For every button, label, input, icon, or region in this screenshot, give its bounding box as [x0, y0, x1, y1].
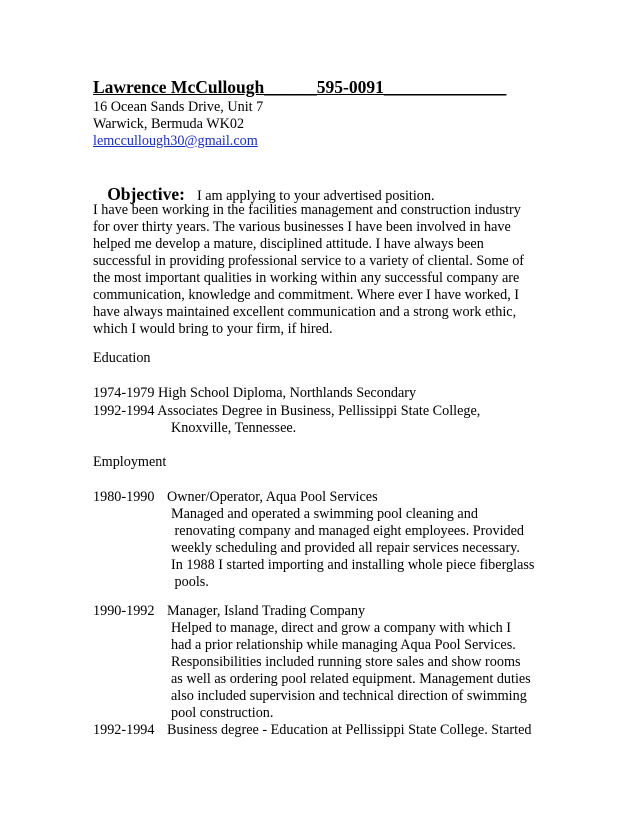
job-detail-line: In 1988 I started importing and installing whole piece fiberglass: [171, 557, 535, 573]
job-entry-header: [93, 722, 531, 739]
job-title: Manager, Island Trading Company: [167, 603, 366, 619]
summary-line: I have been working in the facilities management and construction industry: [93, 202, 521, 218]
job-detail-line: also included supervision and technical direction of swimming: [171, 688, 527, 704]
summary-line: for over thirty years. The various businesses I have been involved in have: [93, 219, 511, 235]
job-period: 1992-1994: [93, 722, 155, 738]
job-title: Owner/Operator, Aqua Pool Services: [167, 489, 378, 505]
summary-line: the most important qualities in working within any successful company are: [93, 270, 520, 286]
job-period: 1980-1990: [93, 489, 155, 505]
employment-heading: Employment: [93, 454, 167, 470]
job-detail-line: pool construction.: [171, 705, 274, 721]
job-entry-header: [93, 603, 365, 620]
education-entry: 1992-1994 Associates Degree in Business, Pellissippi State College,: [93, 403, 481, 419]
job-detail-line: had a prior relationship while managing Aqua Pool Services.: [171, 637, 516, 653]
summary-line: helped me develop a mature, disciplined attitude. I have always been: [93, 236, 484, 252]
objective-label: Objective:: [107, 184, 185, 204]
job-detail-line: renovating company and managed eight employees. Provided: [171, 523, 525, 539]
job-detail-line: as well as ordering pool related equipment. Management duties: [171, 671, 531, 687]
summary-line: successful in providing professional service to a variety of cliental. Some of: [93, 253, 525, 269]
objective-text: I am applying to your advertised position.: [196, 188, 435, 204]
job-detail-line: Helped to manage, direct and grow a company with which I: [171, 620, 511, 636]
job-detail-line: Managed and operated a swimming pool cleaning and: [171, 506, 478, 522]
address-line-2: Warwick, Bermuda WK02: [93, 116, 245, 132]
job-detail-line: Responsibilities included running store sales and show rooms: [171, 654, 521, 670]
education-entry-continuation: Knoxville, Tennessee.: [171, 420, 297, 436]
address-line-1: 16 Ocean Sands Drive, Unit 7: [93, 99, 264, 115]
job-period: 1990-1992: [93, 603, 155, 619]
education-entry: 1974-1979 High School Diploma, Northlands Secondary: [93, 385, 417, 401]
job-detail-line: weekly scheduling and provided all repair services necessary.: [171, 540, 520, 556]
summary-line: have always maintained excellent communication and a strong work ethic,: [93, 304, 517, 320]
job-detail-line: pools.: [171, 574, 209, 590]
summary-line: which I would bring to your firm, if hired.: [93, 321, 333, 337]
name-phone-heading: Lawrence McCullough______595-0091______________: [93, 77, 507, 97]
job-entry-header: [93, 489, 378, 506]
education-heading: Education: [93, 350, 151, 366]
job-title: Business degree - Education at Pellissippi State College. Started: [167, 722, 532, 738]
email-link[interactable]: lemccullough30@gmail.com: [93, 133, 258, 149]
summary-line: communication, knowledge and commitment. Where ever I have worked, I: [93, 287, 520, 303]
